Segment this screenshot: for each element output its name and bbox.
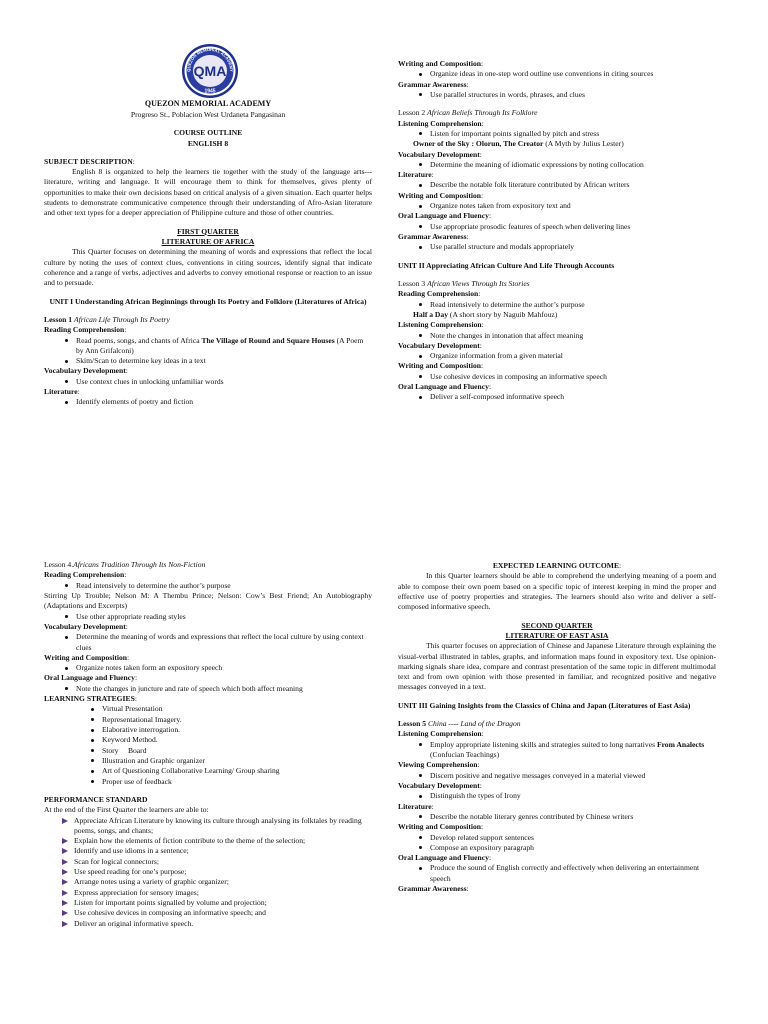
lesson4-heading: Lesson 4.Africans Tradition Through Its Non-Fiction — [44, 560, 206, 569]
list-item: Use cohesive devices in composing an informative speech; and — [74, 908, 372, 918]
lesson5-lit-list — [398, 812, 716, 822]
list-item: Produce the sound of English correctly and effectively when delivering an entertainment speech — [430, 863, 716, 884]
lesson4-reading-label: Reading Comprehension: — [44, 570, 127, 580]
list-item: Use context clues in unlocking unfamiliar words — [76, 377, 372, 387]
lesson5-writing-label: Writing and Composition: — [398, 822, 484, 832]
list-item: Skim/Scan to determine key ideas in a text — [76, 356, 372, 366]
lesson4-reading-texts: Stirring Up Trouble; Nelson M: A Thembu Prince; Nelson: Cow’s Best Friend; An Autobiography (Adaptations and Excerpts) — [44, 590, 372, 611]
left-column-bottom — [44, 560, 372, 929]
list-item: Organize ideas in one-step word outline use conventions in citing sources — [430, 69, 716, 79]
lesson1-lit-list — [44, 397, 372, 407]
list-item: Describe the notable literary genres contributed by Chinese writers — [430, 812, 716, 822]
lesson2-vocab-list — [398, 160, 716, 170]
first-quarter-intro: This Quarter focuses on determining the meaning of words and expressions that reflect the local culture by noting the uses of context clues, conventions in citing sources, identify signal that indicate coherence and a range of verbs, adjectives and adverbs to convey emotional response or reaction to an issue and to persuade. — [44, 247, 372, 288]
lesson2-listening-list — [398, 129, 716, 139]
list-item: Keyword Method. — [102, 735, 372, 745]
strategies-list — [44, 704, 372, 787]
lesson2-heading: Lesson 2 African Beliefs Through Its Folklore — [398, 108, 538, 118]
lesson2-story: Owner of the Sky : Olorun, The Creator (A Myth by Julius Lester) — [413, 139, 624, 149]
list-item: Express appreciation for sensory images; — [74, 888, 372, 898]
list-item: Listen for important points signalled by volume and projection; — [74, 898, 372, 908]
left-column-top — [44, 99, 372, 408]
lesson3-listening-list — [398, 331, 716, 341]
grammar-label: Grammar Awareness: — [398, 79, 469, 89]
lesson3-listening-label: Listening Comprehension: — [398, 320, 484, 330]
lesson3-writing-list — [398, 372, 716, 382]
list-item: Determine the meaning of words and expressions that reflect the local culture by using context clues — [76, 632, 372, 653]
list-item: Use speed reading for one’s purpose; — [74, 867, 372, 877]
list-item: Organize information from a given material — [430, 351, 716, 361]
lesson3-reading-list — [398, 300, 716, 310]
lesson1-reading-label: Reading Comprehension: — [44, 325, 127, 335]
logo-text: QMA — [193, 63, 227, 79]
lesson1-reading-list — [44, 336, 372, 367]
list-item: Virtual Presentation — [102, 704, 372, 714]
grammar-list — [398, 90, 716, 100]
lesson1-heading: Lesson 1 African Life Through Its Poetry — [44, 314, 170, 324]
list-item: Appreciate African Literature by knowing its culture through analysing its folktales by reading poems, songs, and chants; — [74, 816, 372, 837]
list-item: Determine the meaning of idiomatic expressions by noting collocation — [430, 160, 716, 170]
lesson2-oral-list — [398, 222, 716, 232]
lesson4-vocab-list — [44, 632, 372, 653]
list-item: Describe the notable folk literature contributed by African writers — [430, 180, 716, 190]
lesson3-story: Half a Day (A short story by Naguib Mahfouz) — [413, 309, 558, 319]
performance-label: PERFORMANCE STANDARD — [44, 794, 148, 804]
list-item: Use cohesive devices in composing an informative speech — [430, 372, 716, 382]
lesson3-heading: Lesson 3 African Views Through Its Stories — [398, 278, 530, 288]
logo-ring-text: QUEZON MEMORIAL ACADEMY — [185, 46, 235, 72]
lesson2-vocab-label: Vocabulary Development: — [398, 149, 482, 159]
lesson2-grammar-list — [398, 242, 716, 252]
lesson3-reading-label: Reading Comprehension: — [398, 289, 481, 299]
lesson3-oral-label: Oral Language and Fluency: — [398, 382, 492, 392]
subject-description-heading: SUBJECT DESCRIPTION: — [44, 156, 135, 166]
writing-label: Writing and Composition: — [398, 59, 484, 68]
list-item: Arrange notes using a variety of graphic organizer; — [74, 877, 372, 887]
unit2-title: UNIT II Appreciating African Culture And Life Through Accounts — [398, 260, 615, 270]
second-quarter-intro: This quarter focuses on appreciation of Chinese and Japanese Literature through explaining the visual-verbal illustrated in tables, graphs, and information maps found in expository text. Use opinion-marking signals share idea, compare and contrast presentation of the same topic in different multimodal text and from own opinion with those presented in familiar, and recognized positive and negative messages conveyed in a text. — [398, 641, 716, 692]
list-item: Use parallel structures in words, phrases, and clues — [430, 90, 716, 100]
lesson5-listening-label: Listening Comprehension: — [398, 729, 484, 739]
list-item: Scan for logical connectors; — [74, 857, 372, 867]
list-item: Read poems, songs, and chants of Africa The Village of Round and Square Houses (A Poem by Ann Grifalconi) — [76, 336, 372, 357]
list-item: Elaborative interrogation. — [102, 725, 372, 735]
lesson3-oral-list — [398, 392, 716, 402]
performance-intro: At the end of the First Quarter the learners are able to: — [44, 805, 209, 815]
lesson2-grammar-label: Grammar Awareness: — [398, 232, 469, 241]
lesson4-oral-label: Oral Language and Fluency: — [44, 673, 138, 683]
list-item: Deliver an original informative speech. — [74, 919, 372, 929]
lesson5-viewing-label: Viewing Comprehension: — [398, 760, 480, 770]
subject-title: ENGLISH 8 — [187, 138, 229, 148]
qma-seal-icon — [180, 42, 240, 100]
subject-description-text: English 8 is organized to help the learners tie together with the study of the language arts--- literature, writing and language. It will encourage them to think for themselves, gives plenty of opportunities to make their own decisions based on critical analysis of a given situation. Each quarter helps students to demonstrate communicative competence through their understanding of Afro-Asian literature and other text types for a deeper appreciation of Philippine culture and those of other countries. — [44, 167, 372, 218]
writing-list — [398, 69, 716, 79]
list-item: Employ appropriate listening skills and strategies suited to long narratives From Analects (Confucian Teachings) — [430, 740, 716, 761]
lesson5-vocab-label: Vocabulary Development: — [398, 780, 482, 790]
lesson1-vocab-list — [44, 377, 372, 387]
lesson5-oral-label: Oral Language and Fluency: — [398, 853, 492, 863]
lesson5-writing-list — [398, 833, 716, 854]
lesson1-lit-label: Literature: — [44, 387, 80, 397]
lesson5-heading: Lesson 5 China ---- Land of the Dragon — [398, 719, 521, 729]
school-name: QUEZON MEMORIAL ACADEMY — [144, 99, 272, 108]
lesson1-vocab-label: Vocabulary Development: — [44, 366, 128, 376]
list-item: Use parallel structure and modals appropriately — [430, 242, 716, 252]
lesson2-lit-list — [398, 180, 716, 190]
performance-list — [44, 816, 372, 929]
lesson5-lit-label: Literature: — [398, 801, 434, 811]
school-address: Progreso St., Poblacion West Urdaneta Pangasinan — [130, 109, 286, 119]
outcome-label: EXPECTED LEARNING OUTCOME: — [492, 561, 622, 570]
lesson2-writing-label: Writing and Composition: — [398, 190, 484, 200]
school-logo — [180, 42, 240, 100]
list-item: Compose an expository paragraph — [430, 843, 716, 853]
list-item: Identify elements of poetry and fiction — [76, 397, 372, 407]
list-item: Organize notes taken from expository text and — [430, 201, 716, 211]
list-item: Listen for important points signalled by pitch and stress — [430, 129, 716, 139]
list-item: Explain how the elements of fiction contribute to the theme of the selection; — [74, 836, 372, 846]
outcome-text: In this Quarter learners should be able to comprehend the underlying meaning of a poem and able to compose their own poem based on a specific topic of interest keeping in mind the proper and effective use of poetry properties and strategies. The learners should also write and deliver a self-composed informative speech. — [398, 571, 716, 612]
list-item: Representational Imagery. — [102, 715, 372, 725]
lesson5-oral-list — [398, 863, 716, 884]
list-item: Develop related support sentences — [430, 833, 716, 843]
unit1-title: UNIT I Understanding African Beginnings through Its Poetry and Folklore (Literatures of Africa) — [49, 296, 367, 306]
unit3-title: UNIT III Gaining Insights from the Classics of China and Japan (Literatures of East Asia) — [398, 700, 691, 710]
lesson4-vocab-label: Vocabulary Development: — [44, 621, 128, 631]
list-item: Use appropriate prosodic features of speech when delivering lines — [430, 222, 716, 232]
list-item: Illustration and Graphic organizer — [102, 756, 372, 766]
lesson5-listening-list — [398, 740, 716, 761]
lesson4-reading-list — [44, 581, 372, 591]
strategies-label: LEARNING STRATEGIES: — [44, 694, 137, 704]
list-item: Note the changes in juncture and rate of speech which both affect meaning — [76, 684, 372, 694]
list-item: Use other appropriate reading styles — [76, 612, 372, 622]
lesson2-oral-label: Oral Language and Fluency: — [398, 211, 492, 221]
list-item: Story Board — [102, 746, 372, 756]
list-item: Deliver a self-composed informative speech — [430, 392, 716, 402]
list-item: Read intensively to determine the author’s purpose — [430, 300, 716, 310]
first-quarter-title: FIRST QUARTER — [177, 226, 239, 236]
lesson3-writing-label: Writing and Composition: — [398, 361, 484, 371]
list-item: Distinguish the types of Irony — [430, 791, 716, 801]
list-item: Note the changes in intonation that affect meaning — [430, 331, 716, 341]
list-item: Proper use of feedback — [102, 777, 372, 787]
list-item: Discern positive and negative messages conveyed in a material viewed — [430, 771, 716, 781]
list-item: Art of Questioning Collaborative Learning/ Group sharing — [102, 766, 372, 776]
lesson4-oral-list — [44, 684, 372, 694]
lesson4-writing-list — [44, 663, 372, 673]
second-quarter-subtitle: LITERATURE OF EAST ASIA — [505, 630, 609, 640]
lesson5-vocab-list — [398, 791, 716, 801]
second-quarter-title: SECOND QUARTER — [521, 620, 593, 630]
course-outline-title: COURSE OUTLINE — [173, 128, 243, 138]
lesson5-viewing-list — [398, 771, 716, 781]
lesson2-lit-label: Literature: — [398, 170, 434, 180]
list-item: Identify and use idioms in a sentence; — [74, 846, 372, 856]
list-item: Read intensively to determine the author’s purpose — [76, 581, 372, 591]
lesson3-vocab-label: Vocabulary Development: — [398, 340, 482, 350]
lesson2-writing-list — [398, 201, 716, 211]
first-quarter-subtitle: LITERATURE OF AFRICA — [161, 237, 255, 246]
list-item: Organize notes taken form an expository speech — [76, 663, 372, 673]
lesson3-vocab-list — [398, 351, 716, 361]
lesson5-grammar-label: Grammar Awareness: — [398, 884, 469, 894]
lesson4-writing-label: Writing and Composition: — [44, 652, 130, 662]
right-column-top — [398, 59, 716, 403]
right-column-bottom — [398, 561, 716, 894]
lesson4-reading-list-2 — [44, 612, 372, 622]
logo-year: 1945 — [204, 88, 216, 95]
lesson2-listening-label: Listening Comprehension: — [398, 118, 484, 128]
